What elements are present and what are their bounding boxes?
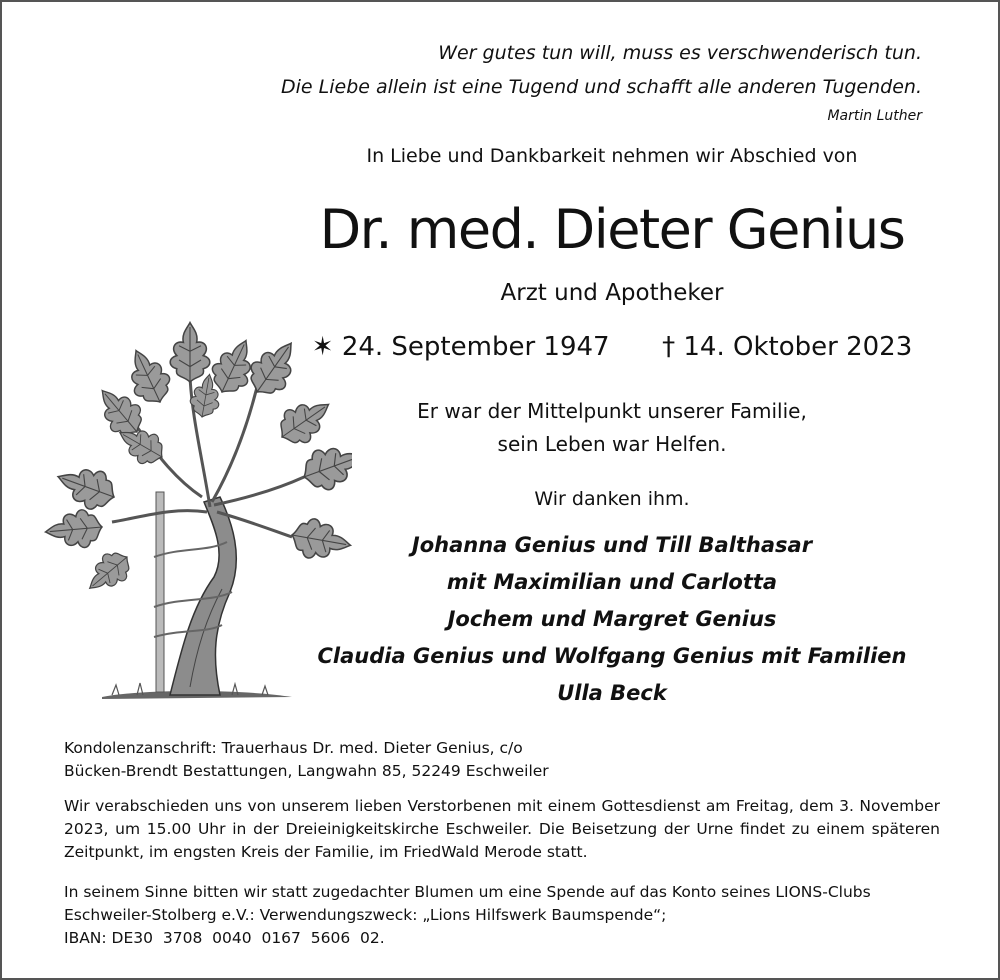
birth-star-icon: ✶ [311,332,334,362]
death-date-group [654,332,912,362]
oak-tree-illustration-icon [42,307,352,707]
condolence-line-2: Bücken-Brendt Bestattungen, Langwahn 85, 52249 Eschweiler [64,762,549,780]
donation-info [64,881,940,950]
intro-text: In Liebe und Dankbarkeit nehmen wir Abschied von [366,145,858,167]
death-date: 14. Oktober 2023 [683,332,913,362]
family-member: Jochem und Margret Genius [447,607,777,631]
quote-author: Martin Luther [827,108,922,124]
condolence-line-1: Kondolenzanschrift: Trauerhaus Dr. med. Dieter Genius, c/o [64,739,523,757]
birth-date-group [312,332,618,362]
motto-line-2: sein Leben war Helfen. [497,432,727,456]
donation-line-2: Eschweiler-Stolberg e.V.: Verwendungszweck: „Lions Hilfswerk Baumspende“; [64,906,667,924]
quote-line-1: Wer gutes tun will, muss es verschwenderisch tun. [438,42,922,64]
quote-line-2: Die Liebe allein ist eine Tugend und schafft alle anderen Tugenden. [281,76,922,98]
condolence-address [64,737,940,783]
family-member: Johanna Genius und Till Balthasar [411,533,813,557]
family-member: Ulla Beck [557,681,667,705]
donation-line-1: In seinem Sinne bitten wir statt zugedachter Blumen um eine Spende auf das Konto seines LIONS-Clubs [64,883,871,901]
thanks-text: Wir danken ihm. [534,488,690,510]
quote [281,36,922,104]
family-list [292,527,932,712]
service-text: Wir verabschieden uns von unserem lieben Verstorbenen mit einem Gottesdienst am Freitag, dem 3. November 2023, um 15.00 Uhr in der Dreieinigkeitskirche Eschweiler. Die Beisetzung der Urne findet zu einem späteren Zeitpunkt, im engsten Kreis der Familie, im FriedWald Merode statt. [64,797,940,861]
family-member: Claudia Genius und Wolfgang Genius mit Familien [317,644,907,668]
death-cross-icon: † [662,332,676,362]
service-info [64,795,940,864]
deceased-name: Dr. med. Dieter Genius [319,198,905,261]
life-dates [292,332,932,362]
deceased-profession: Arzt und Apotheker [500,280,724,306]
family-member: mit Maximilian und Carlotta [446,570,778,594]
motto-line-1: Er war der Mittelpunkt unserer Familie, [417,399,807,423]
motto [292,395,932,461]
donation-iban: IBAN: DE30 3708 0040 0167 5606 02. [64,929,385,947]
birth-date: 24. September 1947 [341,332,610,362]
